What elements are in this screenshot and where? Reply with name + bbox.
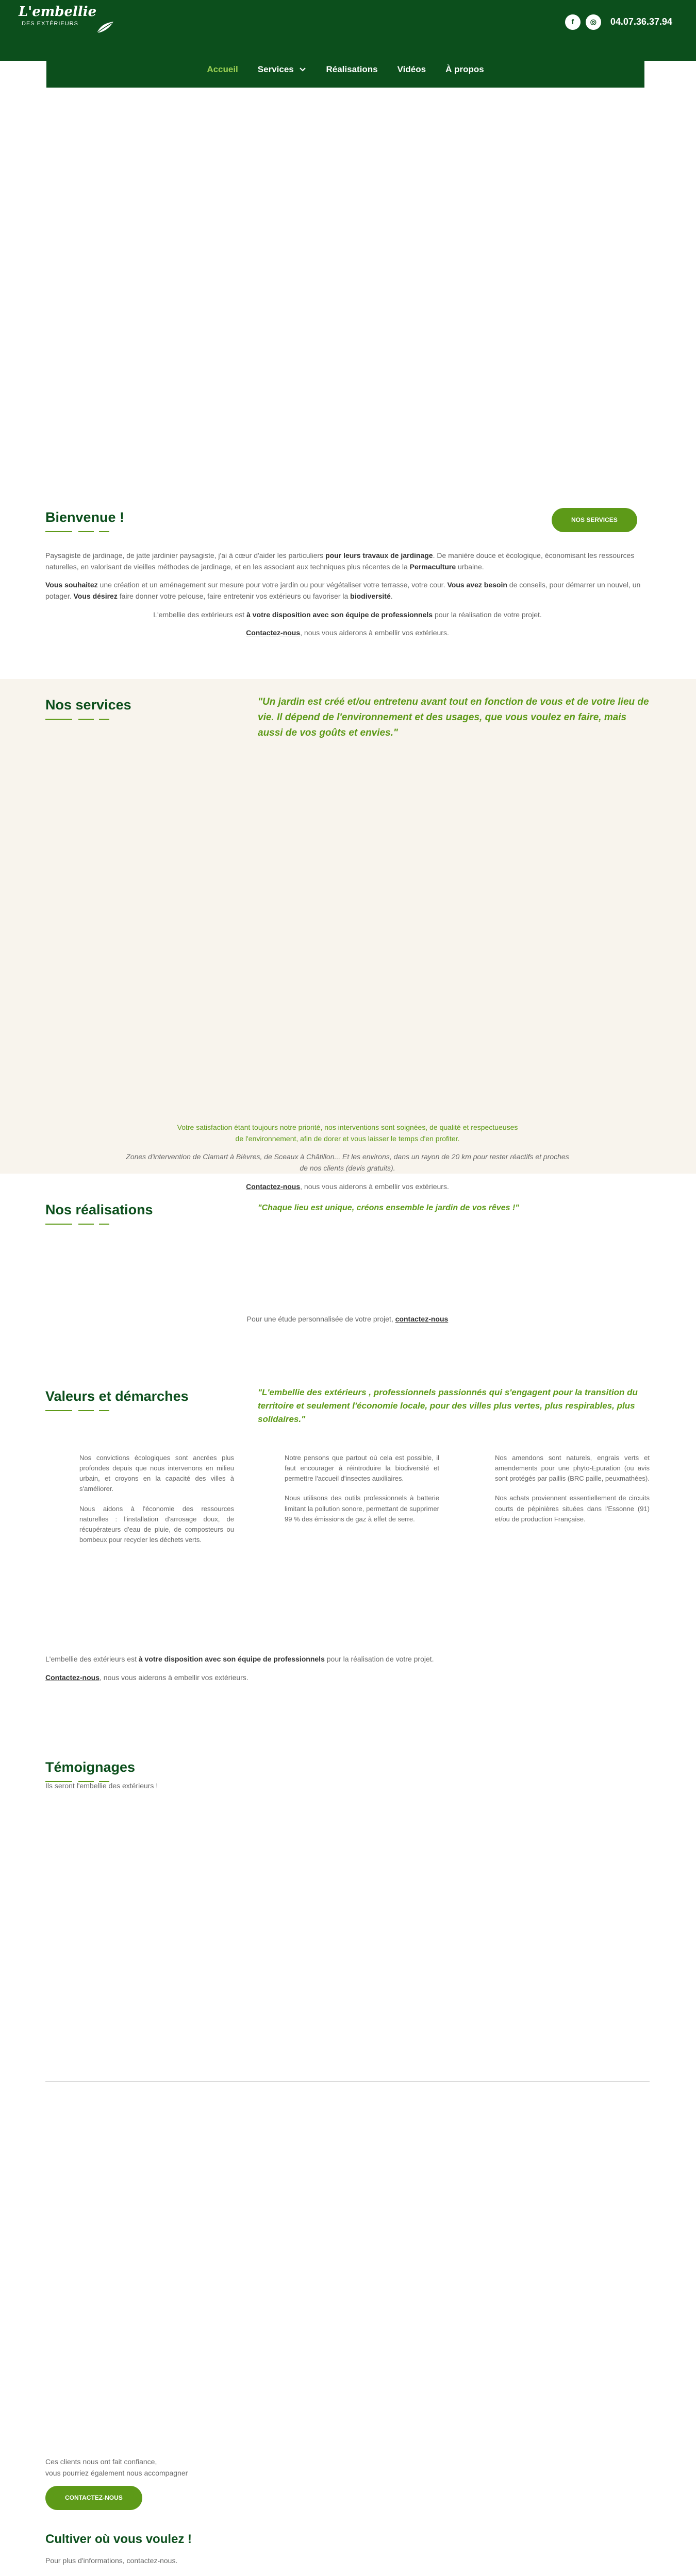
services-title: Nos services	[45, 697, 131, 713]
contactez-nous-button[interactable]: CONTACTEZ-NOUS	[45, 2486, 142, 2510]
temoignages-subtitle: Ils seront l'embellie des extérieurs !	[45, 1782, 158, 1790]
services-quote: "Un jardin est créé et/ou entretenu avant tout en fonction de vous et de votre lieu de vie. Il dépend de l'environnement et des usages, que vous voulez en faire, mais aussi de vos goûts et envies."	[258, 697, 649, 738]
contactez-nous-link[interactable]: contactez-nous	[395, 1315, 449, 1323]
welcome-contact: Contactez-nous, nous vous aiderons à embellir vos extérieurs.	[246, 629, 449, 637]
welcome-title: Bienvenue !	[45, 510, 125, 525]
facebook-icon[interactable]: f	[565, 14, 581, 30]
trust-line-2: vous pourriez également nous accompagner	[45, 2468, 188, 2477]
valeurs-quote: "L'embellie des extérieurs , professionnels passionnés qui s'engagent pour la transition du territoire et seulement l'économie locale, pour des villes plus vertes, plus respirables, plus solidaires."	[258, 1387, 638, 1424]
contact-form-section	[0, 2530, 696, 2576]
temoignages-divider	[45, 2081, 650, 2082]
welcome-text	[45, 550, 650, 646]
welcome-paragraph-1: Paysagiste de jardinage, de jatte jardinier paysagiste, j'ai à cœur d'aider les particuliers pour leurs travaux de jardinage. De manière douce et écologique, économisant les ressources naturelles, en valorisant de vieilles méthodes de jardinage, et en les associant aux techniques plus récentes de la Permaculture urbaine.	[45, 551, 635, 571]
main-nav	[46, 52, 644, 88]
trust-block	[45, 2456, 188, 2510]
realisations-section	[0, 1174, 696, 1386]
title-underline	[45, 1221, 113, 1227]
title-underline	[45, 1408, 113, 1414]
contact-link[interactable]: Contactez-nous	[246, 629, 301, 637]
chevron-down-icon	[299, 67, 306, 72]
phone-number[interactable]: 04.07.36.37.94	[610, 16, 672, 27]
services-section	[0, 679, 696, 1191]
welcome-paragraph-3: L'embellie des extérieurs est à votre disposition avec son équipe de professionnels pour la réalisation de votre projet.	[153, 610, 542, 619]
realisations-study: Pour une étude personnalisée de votre projet, contactez-nous	[246, 1315, 449, 1323]
welcome-section	[0, 442, 696, 679]
services-zones: Zones d'intervention de Clamart à Bièvres, de Sceaux à Châtillon... Et les environs, dans un rayon de 20 km pour rester réactifs et proches de nos clients (devis gratuits).	[126, 1153, 569, 1173]
welcome-paragraph-2: Vous souhaitez une création et un aménagement sur mesure pour votre jardin ou pour végétaliser votre terrasse, votre cour. Vous avez besoin de conseils, pour démarrer un nouvel, un potager. Vous désirez faire donner votre pelouse, faire entretenir vos extérieurs ou favoriser la biodiversité.	[45, 581, 641, 601]
valeurs-col-3: Nos amendons sont naturels, engrais verts et amendements pour une phyto-Epuration (ou avis sont protégés par paillis (BRC paille, peuxmathées). Nos achats proviennent essentiellement de circuits courts de pépinières situées dans l'Essonne (91) et/ou de production Française.	[495, 1454, 650, 1523]
form-title: Cultiver où vous voulez !	[45, 2532, 192, 2546]
trust-line-1: Ces clients nous ont fait confiance,	[45, 2458, 157, 2466]
realisations-title: Nos réalisations	[45, 1202, 153, 1217]
services-contact: Contactez-nous, nous vous aiderons à embellir vos extérieurs.	[246, 1182, 449, 1191]
valeurs-contact: Contactez-nous, nous vous aiderons à embellir vos extérieurs.	[45, 1673, 248, 1682]
valeurs-col-1: Nos convictions écologiques sont ancrées plus profondes depuis que nous intervenons en milieu urbain, et croyons en la capacité des villes à s'améliorer. Nous aidons à l'économie des ressources naturelles : l'installation d'arrosage doux, de récupérateurs d'eau de pluie, de composteurs ou bombeux pour recycler les déchets verts.	[79, 1454, 234, 1544]
services-green-text: Votre satisfaction étant toujours notre priorité, nos interventions sont soignées, de qualité et respectueuses de l'environnement, afin de dorer et vous laisser le temps d'en profiter.	[177, 1123, 518, 1143]
valeurs-col-2: Notre pensons que partout où cela est possible, il faut encourager à réintroduire la biodiversité et permettre l'accueil d'insectes auxiliaires. Nous utilisons des outils professionnels à batterie limitant la pollution sonore, permettant de supprimer 99 % des émissions de gaz à effet de serre.	[285, 1454, 439, 1523]
header-contact	[565, 14, 672, 30]
leaf-logo-icon	[95, 20, 115, 35]
nav-accueil[interactable]: Accueil	[207, 64, 238, 74]
title-underline	[45, 529, 113, 535]
nav-realisations[interactable]: Réalisations	[326, 64, 378, 74]
nav-services[interactable]	[258, 63, 307, 76]
nav-services-label: Services	[257, 64, 294, 74]
hero-area	[0, 61, 696, 442]
valeurs-title: Valeurs et démarches	[45, 1388, 189, 1404]
logo-main-text: L'embellie	[19, 4, 97, 20]
contact-link[interactable]: Contactez-nous	[246, 1182, 301, 1191]
realisations-quote: "Chaque lieu est unique, créons ensemble le jardin de vos rêves !"	[258, 1204, 519, 1212]
instagram-icon[interactable]: ◎	[586, 14, 601, 30]
temoignages-title: Témoignages	[45, 1759, 136, 1775]
valeurs-paragraph: L'embellie des extérieurs est à votre disposition avec son équipe de professionnels pour la réalisation de votre projet.	[45, 1655, 434, 1663]
nav-videos[interactable]: Vidéos	[397, 64, 426, 74]
title-underline	[45, 716, 113, 722]
nav-a-propos[interactable]: À propos	[445, 64, 484, 74]
valeurs-section	[0, 1386, 696, 1757]
logo-sub-text: DES EXTÉRIEURS	[22, 21, 78, 27]
valeurs-text	[45, 1654, 650, 1690]
contact-link[interactable]: Contactez-nous	[45, 1673, 100, 1682]
nos-services-button[interactable]: NOS SERVICES	[552, 508, 637, 532]
form-subtitle: Pour plus d'informations, contactez-nous.	[45, 2556, 178, 2565]
temoignages-section	[0, 1757, 696, 2530]
logo[interactable]	[19, 4, 96, 28]
